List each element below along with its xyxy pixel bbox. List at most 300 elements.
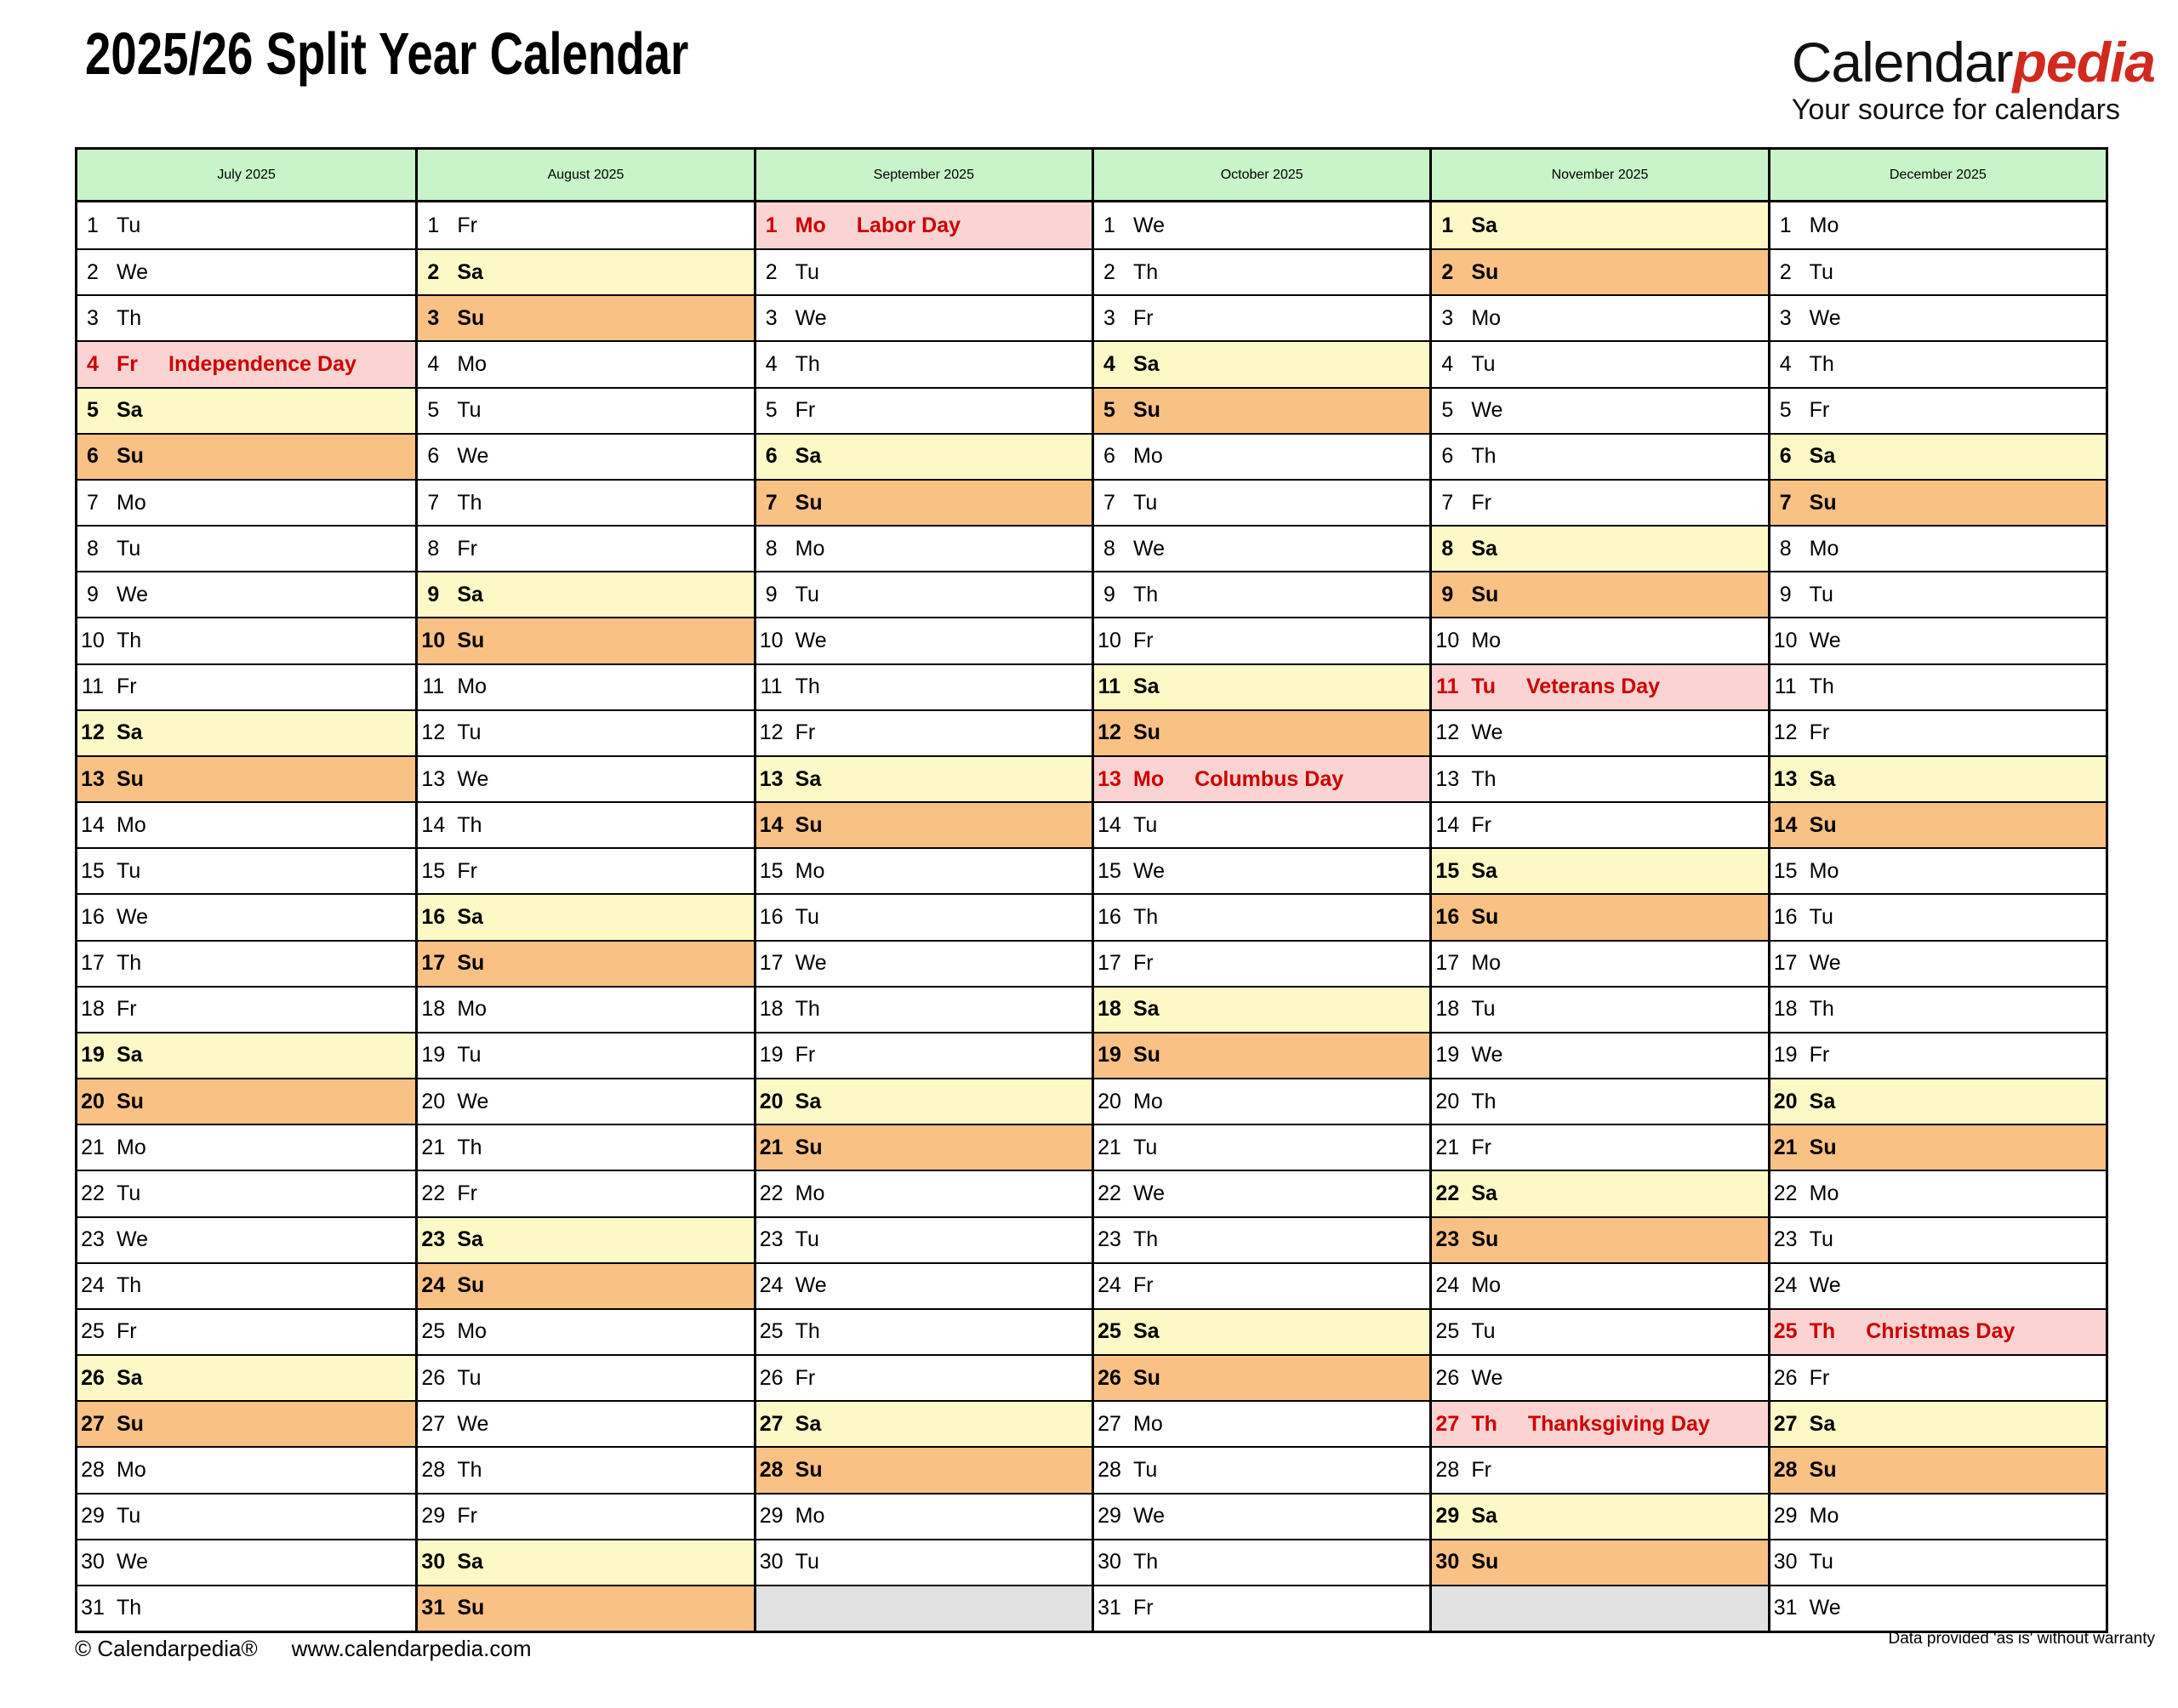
day-number: 8	[427, 536, 440, 561]
holiday-label: Labor Day	[856, 213, 961, 237]
day-weekday: Sa	[1809, 1089, 1836, 1113]
day-number: 12	[759, 720, 784, 745]
day-weekday: Sa	[457, 1227, 483, 1252]
day-number: 12	[1435, 720, 1460, 745]
day-number: 15	[1435, 858, 1460, 883]
day-weekday: Fr	[117, 352, 138, 377]
day-weekday: Th	[1809, 1319, 1836, 1344]
day-number: 7	[1441, 490, 1454, 515]
day-number: 20	[81, 1089, 105, 1113]
holiday-cell	[77, 340, 415, 386]
day-weekday: Th	[117, 629, 142, 653]
day-cell	[418, 986, 753, 1032]
day-number: 27	[81, 1411, 105, 1436]
day-weekday: We	[1471, 1043, 1503, 1068]
day-number: 31	[1773, 1596, 1798, 1620]
day-weekday: Sa	[457, 1550, 483, 1574]
day-weekday: We	[1133, 213, 1166, 237]
day-number: 27	[421, 1411, 446, 1436]
day-cell	[1770, 986, 2106, 1032]
day-cell	[756, 294, 1092, 340]
day-cell	[418, 1078, 753, 1124]
day-cell	[756, 1539, 1092, 1585]
day-cell	[1770, 571, 2106, 617]
day-weekday: Su	[457, 951, 485, 976]
day-cell	[756, 1170, 1092, 1216]
day-number: 15	[759, 858, 784, 883]
day-weekday: Tu	[1133, 812, 1158, 837]
day-number: 4	[1779, 352, 1792, 377]
day-weekday: Fr	[457, 536, 477, 561]
day-number: 26	[759, 1365, 784, 1390]
day-number: 14	[1435, 812, 1460, 837]
day-weekday: Fr	[1133, 305, 1154, 330]
day-cell	[77, 940, 415, 986]
day-number: 11	[1436, 675, 1459, 699]
day-weekday: Su	[1471, 259, 1499, 284]
day-number: 22	[1098, 1181, 1121, 1205]
month-header-label: November 2025	[1551, 167, 1649, 182]
day-cell	[1094, 202, 1429, 248]
day-weekday: We	[1809, 629, 1841, 653]
day-number: 25	[1773, 1319, 1798, 1344]
day-weekday: Mo	[795, 1504, 825, 1529]
day-cell	[1432, 1446, 1767, 1492]
day-weekday: We	[1809, 305, 1841, 330]
day-cell	[756, 709, 1092, 755]
day-cell	[77, 1354, 415, 1400]
day-cell	[77, 1262, 415, 1308]
day-weekday: Tu	[795, 1227, 819, 1252]
day-cell	[1094, 1539, 1429, 1585]
day-number: 27	[1773, 1411, 1798, 1436]
day-number: 12	[81, 720, 105, 745]
month-header	[1432, 150, 1767, 202]
month-header-label: September 2025	[873, 167, 974, 182]
day-cell	[418, 294, 753, 340]
day-weekday: Tu	[117, 213, 141, 237]
day-number: 9	[1779, 582, 1792, 606]
day-number: 8	[1779, 536, 1792, 561]
day-number: 25	[759, 1319, 784, 1344]
day-number: 3	[1779, 305, 1792, 330]
day-weekday: Fr	[1471, 1457, 1491, 1482]
day-number: 28	[421, 1457, 446, 1482]
day-number: 2	[1779, 259, 1792, 284]
day-number: 7	[1779, 490, 1792, 515]
day-number: 10	[1098, 629, 1121, 653]
day-cell	[418, 1032, 753, 1078]
day-weekday: Su	[1471, 1550, 1499, 1574]
day-number: 1	[765, 213, 778, 237]
day-weekday: Mo	[1471, 1273, 1502, 1298]
day-cell	[77, 709, 415, 755]
day-cell	[756, 986, 1092, 1032]
day-weekday: We	[117, 1550, 149, 1574]
day-weekday: We	[1809, 1596, 1841, 1620]
day-weekday: Su	[1809, 1457, 1837, 1482]
day-weekday: Su	[1471, 1227, 1499, 1252]
day-cell	[1770, 387, 2106, 433]
day-weekday: Sa	[457, 582, 483, 606]
day-number: 7	[87, 490, 99, 515]
month-header-label: October 2025	[1220, 167, 1303, 182]
day-cell	[1432, 479, 1767, 525]
day-number: 6	[427, 444, 440, 469]
day-number: 11	[82, 675, 104, 699]
day-weekday: We	[1133, 536, 1166, 561]
day-cell	[1770, 1446, 2106, 1492]
day-cell	[1094, 387, 1429, 433]
day-cell	[1770, 340, 2106, 386]
day-weekday: We	[117, 1227, 149, 1252]
footer-disclaimer: Data provided 'as is' without warranty	[1888, 1630, 2155, 1648]
day-number: 13	[1435, 766, 1460, 791]
day-weekday: Mo	[1809, 1181, 1839, 1205]
day-cell	[1770, 940, 2106, 986]
day-weekday: We	[1133, 1504, 1166, 1529]
day-weekday: Tu	[457, 1365, 482, 1390]
day-number: 3	[765, 305, 778, 330]
day-number: 5	[1779, 398, 1792, 423]
day-number: 16	[1435, 904, 1460, 929]
day-cell	[1432, 893, 1767, 939]
day-number: 12	[1098, 720, 1121, 745]
day-number: 28	[759, 1457, 784, 1482]
month-header	[418, 150, 753, 202]
day-number: 4	[427, 352, 440, 377]
month-header	[756, 150, 1092, 202]
day-number: 8	[1441, 536, 1454, 561]
day-cell	[1770, 709, 2106, 755]
day-number: 21	[81, 1135, 105, 1159]
day-number: 5	[87, 398, 99, 423]
day-cell	[418, 1262, 753, 1308]
day-number: 24	[81, 1273, 105, 1298]
day-weekday: We	[1471, 1365, 1503, 1390]
day-weekday: Mo	[1133, 444, 1163, 469]
day-number: 2	[427, 259, 440, 284]
day-cell	[77, 893, 415, 939]
day-weekday: Sa	[1133, 997, 1160, 1022]
day-weekday: We	[795, 1273, 827, 1298]
day-cell	[1770, 1493, 2106, 1539]
day-number: 29	[1435, 1504, 1460, 1529]
day-weekday: Th	[1471, 1089, 1497, 1113]
day-weekday: Mo	[795, 858, 825, 883]
day-cell	[1094, 1400, 1429, 1446]
day-weekday: Sa	[795, 444, 822, 469]
day-number: 20	[1773, 1089, 1798, 1113]
day-weekday: Tu	[457, 398, 482, 423]
day-number: 8	[87, 536, 99, 561]
day-weekday: Th	[457, 1135, 482, 1159]
month-column	[1768, 150, 2106, 1631]
day-cell	[1094, 1216, 1429, 1262]
day-cell	[1094, 617, 1429, 663]
day-number: 18	[1435, 997, 1460, 1022]
day-weekday: We	[1809, 1273, 1841, 1298]
day-number: 19	[1435, 1043, 1460, 1068]
holiday-cell	[1094, 755, 1429, 801]
day-number: 21	[1435, 1135, 1460, 1159]
day-cell	[77, 617, 415, 663]
day-cell	[756, 387, 1092, 433]
day-weekday: Su	[457, 1596, 485, 1620]
day-cell	[1432, 1354, 1767, 1400]
day-cell	[756, 1216, 1092, 1262]
day-weekday: Th	[117, 305, 142, 330]
day-weekday: Th	[795, 352, 820, 377]
day-cell	[1094, 1585, 1429, 1631]
day-number: 3	[427, 305, 440, 330]
day-cell	[756, 893, 1092, 939]
day-weekday: Su	[117, 1411, 144, 1436]
day-weekday: Mo	[795, 213, 826, 237]
day-cell	[1770, 1170, 2106, 1216]
day-weekday: Fr	[117, 997, 137, 1022]
day-cell	[1432, 387, 1767, 433]
day-cell	[1094, 986, 1429, 1032]
empty-cell	[1432, 1585, 1767, 1631]
day-number: 16	[421, 904, 446, 929]
day-weekday: Th	[1133, 259, 1159, 284]
day-cell	[77, 571, 415, 617]
day-number: 25	[81, 1319, 105, 1344]
day-cell	[756, 1446, 1092, 1492]
day-weekday: Su	[1133, 1365, 1160, 1390]
day-number: 26	[1098, 1365, 1121, 1390]
day-cell	[1770, 1032, 2106, 1078]
day-number: 23	[1098, 1227, 1121, 1252]
day-cell	[1432, 1493, 1767, 1539]
logo-text-black: Calendar	[1791, 31, 2013, 94]
footer-left	[75, 1636, 531, 1662]
day-cell	[418, 663, 753, 709]
day-weekday: Mo	[117, 1135, 146, 1159]
day-cell	[418, 1585, 753, 1631]
day-cell	[756, 847, 1092, 893]
day-weekday: Fr	[1809, 1365, 1830, 1390]
logo-wordmark	[1791, 31, 2155, 94]
day-cell	[77, 1400, 415, 1446]
day-weekday: Sa	[1471, 536, 1497, 561]
day-number: 29	[1098, 1504, 1121, 1529]
day-weekday: Mo	[1133, 1411, 1163, 1436]
day-weekday: Fr	[1471, 812, 1491, 837]
day-weekday: Fr	[1133, 951, 1154, 976]
day-number: 24	[1098, 1273, 1121, 1298]
day-cell	[1432, 617, 1767, 663]
day-weekday: Sa	[795, 1411, 822, 1436]
day-cell	[1094, 801, 1429, 847]
day-number: 15	[421, 858, 446, 883]
day-number: 24	[421, 1273, 446, 1298]
day-cell	[1432, 1308, 1767, 1354]
day-weekday: Fr	[1809, 398, 1830, 423]
day-weekday: Sa	[795, 766, 822, 791]
day-weekday: Sa	[1471, 213, 1497, 237]
day-number: 28	[1435, 1457, 1460, 1482]
day-number: 14	[759, 812, 784, 837]
day-number: 22	[81, 1181, 105, 1205]
day-number: 28	[1098, 1457, 1121, 1482]
day-cell	[77, 1446, 415, 1492]
day-number: 13	[1773, 766, 1798, 791]
day-weekday: Su	[1809, 490, 1837, 515]
day-number: 27	[1435, 1411, 1460, 1436]
day-cell	[1094, 340, 1429, 386]
day-weekday: Fr	[457, 1181, 477, 1205]
day-number: 8	[765, 536, 778, 561]
day-weekday: Th	[457, 812, 482, 837]
month-header-label: July 2025	[217, 167, 276, 182]
day-cell	[77, 525, 415, 571]
holiday-label: Christmas Day	[1866, 1319, 2016, 1344]
day-cell	[1094, 1446, 1429, 1492]
day-cell	[756, 479, 1092, 525]
day-cell	[1094, 1078, 1429, 1124]
day-weekday: Fr	[1133, 629, 1154, 653]
day-number: 17	[1773, 951, 1798, 976]
day-number: 22	[759, 1181, 784, 1205]
day-number: 7	[765, 490, 778, 515]
day-number: 25	[421, 1319, 446, 1344]
day-weekday: Fr	[457, 1504, 477, 1529]
day-number: 14	[81, 812, 105, 837]
day-cell	[77, 1539, 415, 1585]
day-cell	[756, 1308, 1092, 1354]
day-number: 13	[81, 766, 105, 791]
day-cell	[418, 1308, 753, 1354]
day-cell	[77, 433, 415, 479]
day-cell	[418, 525, 753, 571]
day-number: 10	[1435, 629, 1460, 653]
day-weekday: Sa	[1471, 1504, 1497, 1529]
day-weekday: Fr	[795, 720, 816, 745]
day-cell	[1432, 433, 1767, 479]
day-cell	[1770, 1354, 2106, 1400]
day-cell	[1770, 617, 2106, 663]
day-number: 7	[427, 490, 440, 515]
day-cell	[1770, 525, 2106, 571]
day-weekday: Tu	[1809, 1550, 1833, 1574]
day-number: 18	[1098, 997, 1121, 1022]
day-weekday: Fr	[1471, 1135, 1491, 1159]
day-cell	[1094, 940, 1429, 986]
day-cell	[1432, 986, 1767, 1032]
day-weekday: Sa	[117, 1043, 143, 1068]
day-number: 21	[1773, 1135, 1798, 1159]
day-number: 30	[1435, 1550, 1460, 1574]
day-weekday: Th	[117, 1273, 142, 1298]
day-weekday: Fr	[795, 1043, 816, 1068]
day-number: 15	[1773, 858, 1798, 883]
day-cell	[1432, 1262, 1767, 1308]
day-weekday: Th	[1133, 1227, 1159, 1252]
day-weekday: Th	[1809, 675, 1834, 699]
day-number: 31	[81, 1596, 105, 1620]
day-number: 30	[1773, 1550, 1798, 1574]
day-number: 9	[1441, 582, 1454, 606]
day-number: 20	[759, 1089, 784, 1113]
day-weekday: Tu	[1471, 675, 1497, 699]
day-cell	[1770, 1078, 2106, 1124]
day-number: 10	[1773, 629, 1798, 653]
month-column	[754, 150, 1092, 1631]
day-number: 26	[81, 1365, 105, 1390]
day-cell	[756, 1493, 1092, 1539]
day-cell	[418, 387, 753, 433]
day-cell	[77, 1170, 415, 1216]
day-weekday: Th	[457, 490, 482, 515]
day-weekday: Mo	[1471, 629, 1502, 653]
day-number: 5	[1103, 398, 1115, 423]
day-cell	[1094, 571, 1429, 617]
day-cell	[756, 663, 1092, 709]
day-number: 19	[1098, 1043, 1121, 1068]
day-number: 11	[1774, 675, 1797, 699]
holiday-cell	[1432, 663, 1767, 709]
day-number: 11	[1098, 675, 1121, 699]
day-cell	[1094, 479, 1429, 525]
day-weekday: Tu	[457, 1043, 482, 1068]
day-weekday: Su	[1471, 582, 1499, 606]
calendarpedia-logo	[1791, 31, 2155, 126]
day-number: 20	[1435, 1089, 1460, 1113]
day-number: 2	[1103, 259, 1115, 284]
day-number: 3	[87, 305, 99, 330]
day-weekday: Th	[117, 951, 142, 976]
day-cell	[1770, 755, 2106, 801]
day-weekday: We	[457, 1089, 489, 1113]
day-cell	[1770, 202, 2106, 248]
day-weekday: Su	[1133, 398, 1160, 423]
day-weekday: Th	[457, 1457, 482, 1482]
day-number: 14	[1098, 812, 1121, 837]
day-cell	[1770, 294, 2106, 340]
day-number: 4	[765, 352, 778, 377]
day-weekday: Tu	[117, 1181, 141, 1205]
day-cell	[77, 1032, 415, 1078]
holiday-label: Columbus Day	[1194, 766, 1344, 791]
day-cell	[1770, 1585, 2106, 1631]
day-weekday: We	[1471, 398, 1503, 423]
day-number: 3	[1441, 305, 1454, 330]
day-cell	[1770, 893, 2106, 939]
day-weekday: Fr	[457, 213, 477, 237]
day-weekday: Th	[795, 675, 820, 699]
day-number: 2	[765, 259, 778, 284]
day-weekday: Tu	[1133, 1135, 1158, 1159]
day-cell	[1770, 1262, 2106, 1308]
day-number: 17	[1435, 951, 1460, 976]
day-number: 20	[1098, 1089, 1121, 1113]
day-cell	[1094, 893, 1429, 939]
day-cell	[1094, 1308, 1429, 1354]
day-number: 31	[1098, 1596, 1121, 1620]
day-weekday: Tu	[117, 1504, 141, 1529]
day-weekday: Tu	[117, 536, 141, 561]
day-number: 5	[765, 398, 778, 423]
day-weekday: Sa	[457, 904, 483, 929]
day-number: 9	[87, 582, 99, 606]
day-number: 21	[421, 1135, 446, 1159]
day-number: 1	[87, 213, 99, 237]
day-cell	[418, 1446, 753, 1492]
day-cell	[1432, 1032, 1767, 1078]
holiday-cell	[1432, 1400, 1767, 1446]
